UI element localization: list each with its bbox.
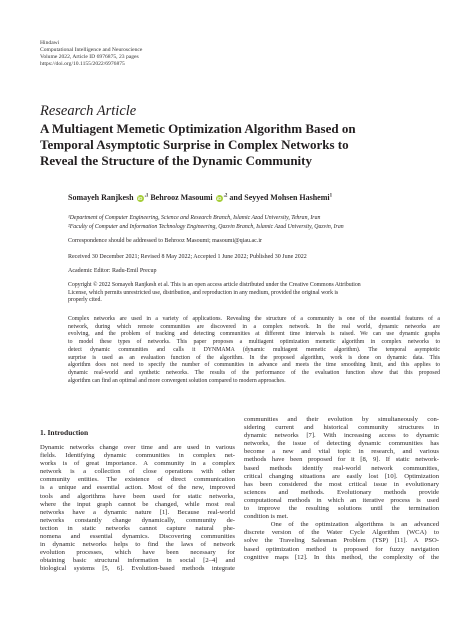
abstract-line: surprise is used as an evaluation function of the algorithm. In the proposed algorithm, work is done on dynamic data. This <box>68 354 440 361</box>
body-line: fields. Identifying dynamic communities in complex net- <box>40 452 235 460</box>
orcid-icon[interactable]: iD <box>137 196 143 201</box>
copyright-notice <box>68 282 440 305</box>
journal-name: Computational Intelligence and Neuroscience <box>40 47 143 53</box>
orcid-icon[interactable]: iD <box>216 196 222 201</box>
abstract-line: detect dynamic communities and calls it DYNMAMA (dynamic multiagent memetic algorithm). The temporal asymptotic <box>68 346 440 353</box>
body-line: networks constantly change dynamically, community de- <box>40 516 235 524</box>
author-affiliation-mark: ,2 <box>223 193 228 199</box>
abstract-line: evolving, and the problem of tracking and detecting communities at different time intervals is raised. We can use dynamic graphs <box>68 331 440 338</box>
body-line: works is of great importance. A community in a complex <box>40 460 235 468</box>
body-line: community entities. The existence of direct communication <box>40 476 235 484</box>
abstract-line: algorithm does not need to specify the number of communities in advance and meets the time smoothing limit, and this applies to <box>68 362 440 369</box>
copyright-line: License, which permits unrestricted use, distribution, and reproduction in any medium, provided the original work is <box>68 289 339 296</box>
body-line: methods have been proposed for it [8, 9]. If static network- <box>244 456 439 464</box>
body-line: solve the Traveling Salesman Problem (TSP) [11]. A PSO- <box>244 537 439 545</box>
publisher: Hindawi <box>40 40 60 46</box>
body-line: communities and their evolution by simultaneously con- <box>244 416 439 423</box>
abstract-line: Complex networks are used in a variety of applications. Revealing the structure of a community is one of the essential features of a <box>68 316 440 322</box>
section-heading: 1. Introduction <box>40 428 89 437</box>
academic-editor: Academic Editor: Radu-Emil Precup <box>68 268 157 274</box>
body-right-column <box>244 416 439 562</box>
body-line: to improve the resulting solutions until the termination <box>244 505 439 513</box>
body-line: is a unique and essential action. Most of the new, improved <box>40 484 235 492</box>
title-line: A Multiagent Memetic Optimization Algorithm Based on <box>40 121 356 136</box>
author-list <box>68 193 332 202</box>
body-line: sciences and methods. Evolutionary methods provide <box>244 488 439 496</box>
article-dates: Received 30 December 2021; Revised 8 May 2022; Accepted 1 June 2022; Published 30 June 2022 <box>68 254 307 260</box>
body-line: computational methods in which an iterative process is used <box>244 496 439 504</box>
body-line: network is a collection of close operations with other <box>40 468 235 476</box>
journal-volume: Volume 2022, Article ID 6976875, 23 pages <box>40 54 139 60</box>
body-line: Dynamic networks change over time and are used in various <box>40 444 235 451</box>
body-line: based methods identify real-world network communities, <box>244 464 439 472</box>
body-line: networks, the issue of detecting dynamic communities has <box>244 440 439 448</box>
body-line: nomena and essential dynamics. Discovering communities <box>40 533 235 541</box>
journal-header <box>40 40 340 68</box>
body-line: where the input graph cannot be changed, while most real <box>40 500 235 508</box>
correspondence: Correspondence should be addressed to Behrooz Masoumi; masoumi@qiau.ac.ir <box>68 238 262 244</box>
abstract-line: algorithm can find an optimal and more convergent solution compared to modern approaches. <box>68 377 286 384</box>
body-line: condition is met. <box>244 513 289 521</box>
abstract-line: dynamic real-world and synthetic networks. The results of the performance of the evaluation function show that this proposed <box>68 369 440 376</box>
article-title <box>40 121 440 169</box>
journal-doi-link[interactable]: https://doi.org/10.1155/2022/6976875 <box>40 61 125 67</box>
copyright-line: properly cited. <box>68 297 102 304</box>
abstract-line: network, during which remote communities are discovered in a complex network. In the real world, dynamic networks are <box>68 323 440 330</box>
body-line: obtaining basic structural information in social [2–4] and <box>40 557 235 565</box>
author-affiliation-mark: ,1 <box>144 193 149 199</box>
abstract-line: to model these types of networks. This paper proposes a multiagent optimization memetic algorithm in complex networks to <box>68 339 440 346</box>
title-line: Reveal the Structure of the Dynamic Community <box>40 153 312 168</box>
body-left-column <box>40 444 235 574</box>
author-name: Somayeh Ranjkesh <box>68 193 134 202</box>
body-line: sidering current and historical community structures in <box>244 424 439 432</box>
abstract <box>68 316 440 385</box>
affiliation: ¹Department of Computer Engineering, Science and Research Branch, Islamic Azad University, Tehran, Iran <box>68 215 321 221</box>
body-line: biological systems [5, 6]. Evolution-based methods integrate <box>40 565 235 573</box>
author-name: and Seyyed Mohsen Hashemi <box>229 193 330 202</box>
title-line: Temporal Asymptotic Surprise in Complex Networks to <box>40 137 349 152</box>
author-name: Behrooz Masoumi <box>150 193 213 202</box>
body-line: become a new and vital topic in research, and various <box>244 448 439 456</box>
body-line: in dynamic networks helps to find the laws of network <box>40 541 235 549</box>
body-line: discrete version of the Water Cycle Algorithm (WCA) to <box>244 529 439 537</box>
body-line: evolution processes, which have been necessary for <box>40 549 235 557</box>
author-affiliation-mark: 1 <box>329 193 333 199</box>
body-line: tection in static networks cannot capture natural phe- <box>40 524 235 532</box>
article-type: Research Article <box>40 103 137 119</box>
body-line: networks have a dynamic nature [1]. Because real-world <box>40 508 235 516</box>
body-line: critical changing situations are easily lost [10]. Optimization <box>244 472 439 480</box>
body-line: dynamic networks [7]. With increasing access to dynamic <box>244 432 439 440</box>
body-line: based optimization method is proposed for fuzzy navigation <box>244 545 439 553</box>
body-line: tools and algorithms have been used for static networks, <box>40 492 235 500</box>
body-line: has been considered the most critical issue in evolutionary <box>244 480 439 488</box>
copyright-line: Copyright © 2022 Somayeh Ranjkesh et al. This is an open access article distributed under the Creative Commons Attribution <box>68 282 361 288</box>
affiliation: ²Faculty of Computer and Information Technology Engineering, Qazvin Branch, Islamic Azad University, Qazvin, Iran <box>68 224 344 230</box>
body-line: cognitive maps [12]. In this method, the complexity of the <box>244 553 439 561</box>
body-line: One of the optimization algorithms is an advanced <box>244 521 439 529</box>
